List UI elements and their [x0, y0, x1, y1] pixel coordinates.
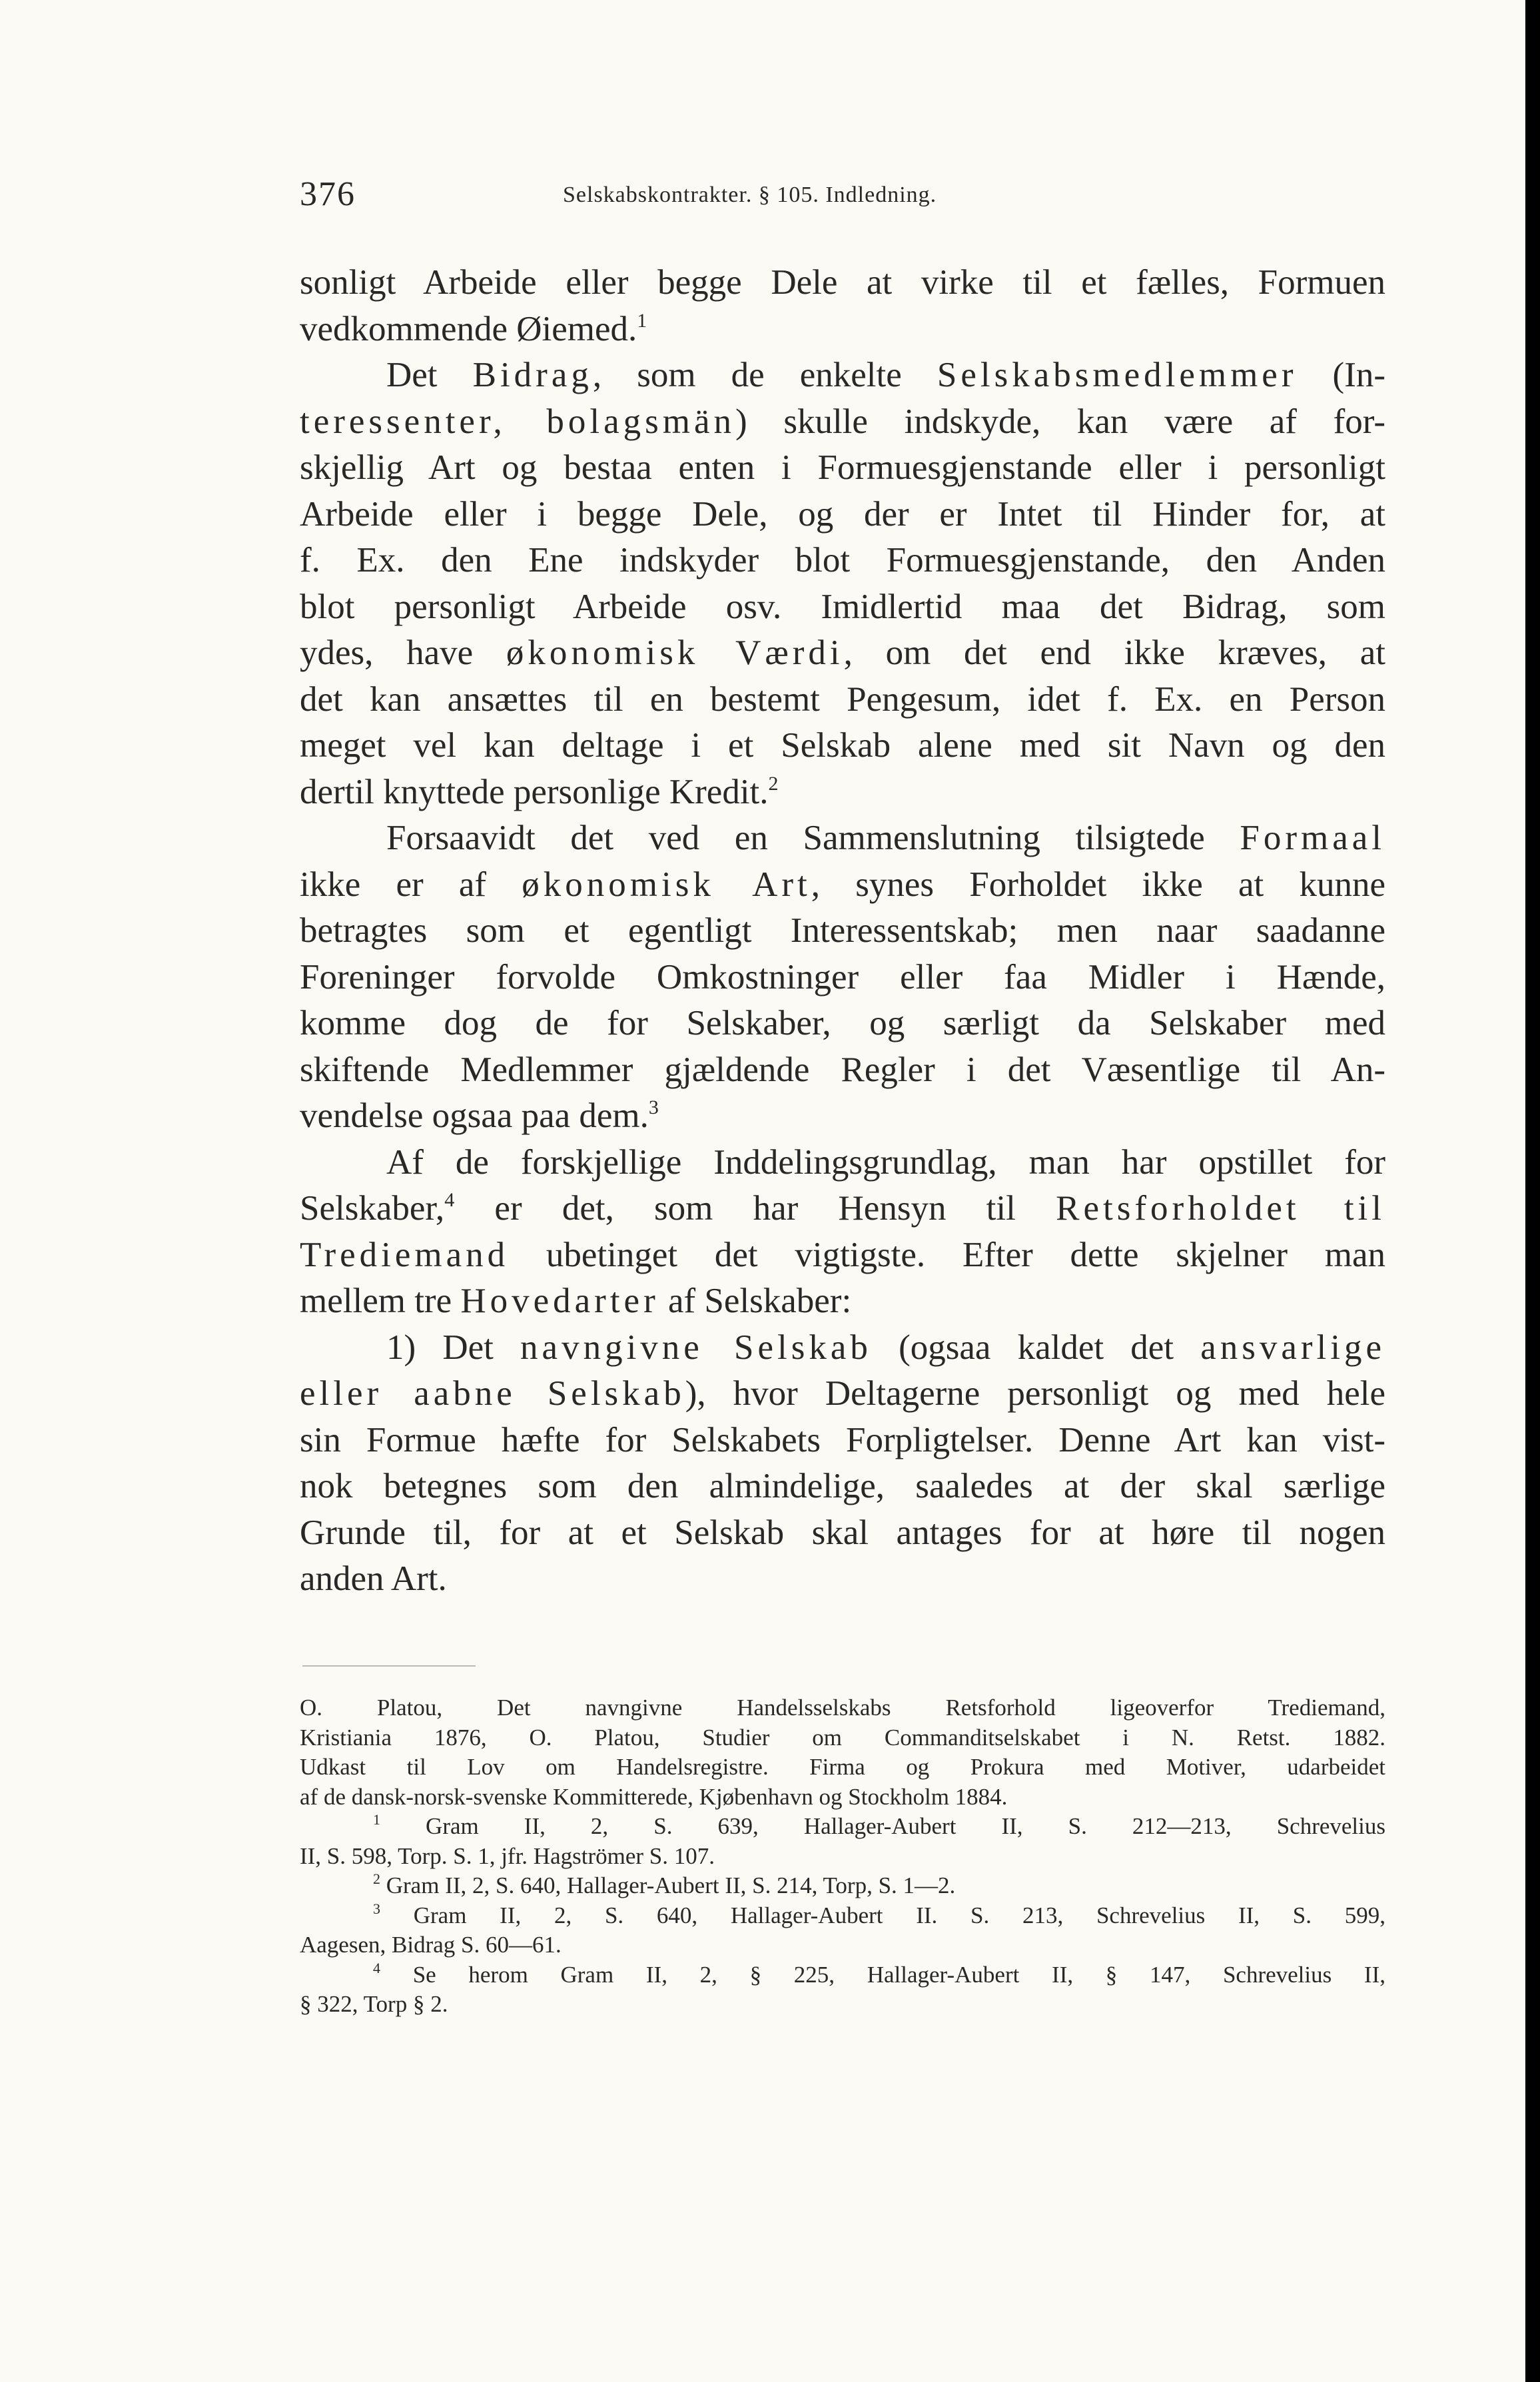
text-line: Forsaavidt det ved en Sammenslutning tilsigtede Formaal	[386, 819, 1385, 857]
text-line: Af de forskjellige Inddelingsgrundlag, man har opstillet for	[386, 1142, 1385, 1182]
text-line: vedkommende Øiemed.$^1$	[300, 309, 647, 348]
footnote-line: $^4$ Se herom Gram II, 2, § 225, Hallager-Aubert II, § 147, Schrevelius II,	[373, 1960, 1385, 1988]
text-line: anden Art.	[300, 1559, 447, 1598]
footnote-line: $^2$ Gram II, 2, S. 640, Hallager-Aubert II, S. 214, Torp, S. 1—2.	[373, 1871, 956, 1898]
footnote-line: § 322, Torp § 2.	[300, 1991, 448, 2017]
text-line: eller aabne Selskab), hvor Deltagerne personligt og med hele	[300, 1374, 1385, 1413]
footnote-line: II, S. 598, Torp. S. 1, jfr. Hagströmer S. 107.	[300, 1842, 715, 1869]
footnote-line: Kristiania 1876, O. Platou, Studier om Commanditselskabet i N. Retst. 1882.	[300, 1724, 1385, 1751]
text-line: Grunde til, for at et Selskab skal antages for at høre til nogen	[300, 1513, 1385, 1552]
footnote-line: af de dansk-norsk-svenske Kommitterede, Kjøbenhavn og Stockholm 1884.	[300, 1783, 1008, 1810]
text-line: teressenter, bolagsmän) skulle indskyde, kan være af for-	[300, 402, 1385, 441]
text-line: Foreninger forvolde Omkostninger eller faa Midler i Hænde,	[300, 957, 1385, 996]
page-header	[0, 175, 1525, 228]
text-line: meget vel kan deltage i et Selskab alene med sit Navn og den	[300, 726, 1385, 765]
text-line: skiftende Medlemmer gjældende Regler i det Væsentlige til An-	[300, 1050, 1385, 1089]
text-line: mellem tre Hovedarter af Selskaber:	[300, 1282, 852, 1320]
footnote-ref: 4	[444, 1189, 455, 1211]
text-line: Arbeide eller i begge Dele, og der er Intet til Hinder for, at	[300, 494, 1385, 534]
text-line: ydes, have økonomisk Værdi, om det end ikke kræves, at	[300, 633, 1385, 672]
footnote-mark: 1	[373, 1812, 380, 1828]
text-line: komme dog de for Selskaber, og særligt da Selskaber med	[300, 1004, 1385, 1042]
footnote-ref: 3	[648, 1096, 659, 1118]
footnote-ref: 2	[768, 772, 779, 795]
text-line: betragtes som et egentligt Interessentskab; men naar saadanne	[300, 911, 1385, 950]
footnote-line: $^1$ Gram II, 2, S. 639, Hallager-Aubert II, S. 212—213, Schrevelius	[373, 1812, 1385, 1839]
footnote-ref: 1	[637, 309, 647, 332]
text-line: blot personligt Arbeide osv. Imidlertid maa det Bidrag, som	[300, 587, 1385, 626]
footnote-mark: 4	[373, 1960, 380, 1976]
text-line: Det Bidrag, som de enkelte Selskabsmedlemmer (In-	[386, 356, 1385, 394]
footnote-line: O. Platou, Det navngivne Handelsselskabs Retsforhold ligeoverfor Trediemand,	[300, 1695, 1385, 1721]
footnote-line: Udkast til Lov om Handelsregistre. Firma og Prokura med Motiver, udarbeidet	[300, 1754, 1385, 1780]
text-line: sonligt Arbeide eller begge Dele at virke til et fælles, Formuen	[300, 263, 1385, 302]
text-line: dertil knyttede personlige Kredit.$^2$	[300, 772, 779, 811]
footnotes	[300, 1693, 1385, 2020]
footnote-line: Aagesen, Bidrag S. 60—61.	[300, 1932, 562, 1958]
page-number: 376	[300, 175, 356, 213]
text-line: ikke er af økonomisk Art, synes Forholdet ikke at kunne	[300, 865, 1385, 904]
text-line: sin Formue hæfte for Selskabets Forpligtelser. Denne Art kan vist-	[300, 1420, 1385, 1459]
text-line: f. Ex. den Ene indskyder blot Formuesgjenstande, den Anden	[300, 541, 1385, 580]
text-line: nok betegnes som den almindelige, saaledes at der skal særlige	[300, 1467, 1385, 1505]
text-line: 1) Det navngivne Selskab (ogsaa kaldet det ansvarlige	[386, 1328, 1385, 1367]
footnote-mark: 3	[373, 1900, 380, 1917]
body-text	[300, 260, 1385, 1603]
text-line: vendelse ogsaa paa dem.$^3$	[300, 1096, 659, 1135]
text-line: Trediemand ubetinget det vigtigste. Efter dette skjelner man	[300, 1235, 1385, 1274]
text-line: skjellig Art og bestaa enten i Formuesgjenstande eller i personligt	[300, 448, 1385, 487]
footnote-line: $^3$ Gram II, 2, S. 640, Hallager-Aubert II. S. 213, Schrevelius II, S. 599,	[373, 1900, 1385, 1928]
text-line: Selskaber,$^4$ er det, som har Hensyn til Retsforholdet til	[300, 1189, 1385, 1228]
footnote-mark: 2	[373, 1871, 380, 1887]
running-head: Selskabskontrakter. § 105. Indledning.	[563, 183, 937, 207]
text-line: det kan ansættes til en bestemt Pengesum, idet f. Ex. en Person	[300, 679, 1385, 719]
footnote-divider	[302, 1665, 476, 1667]
